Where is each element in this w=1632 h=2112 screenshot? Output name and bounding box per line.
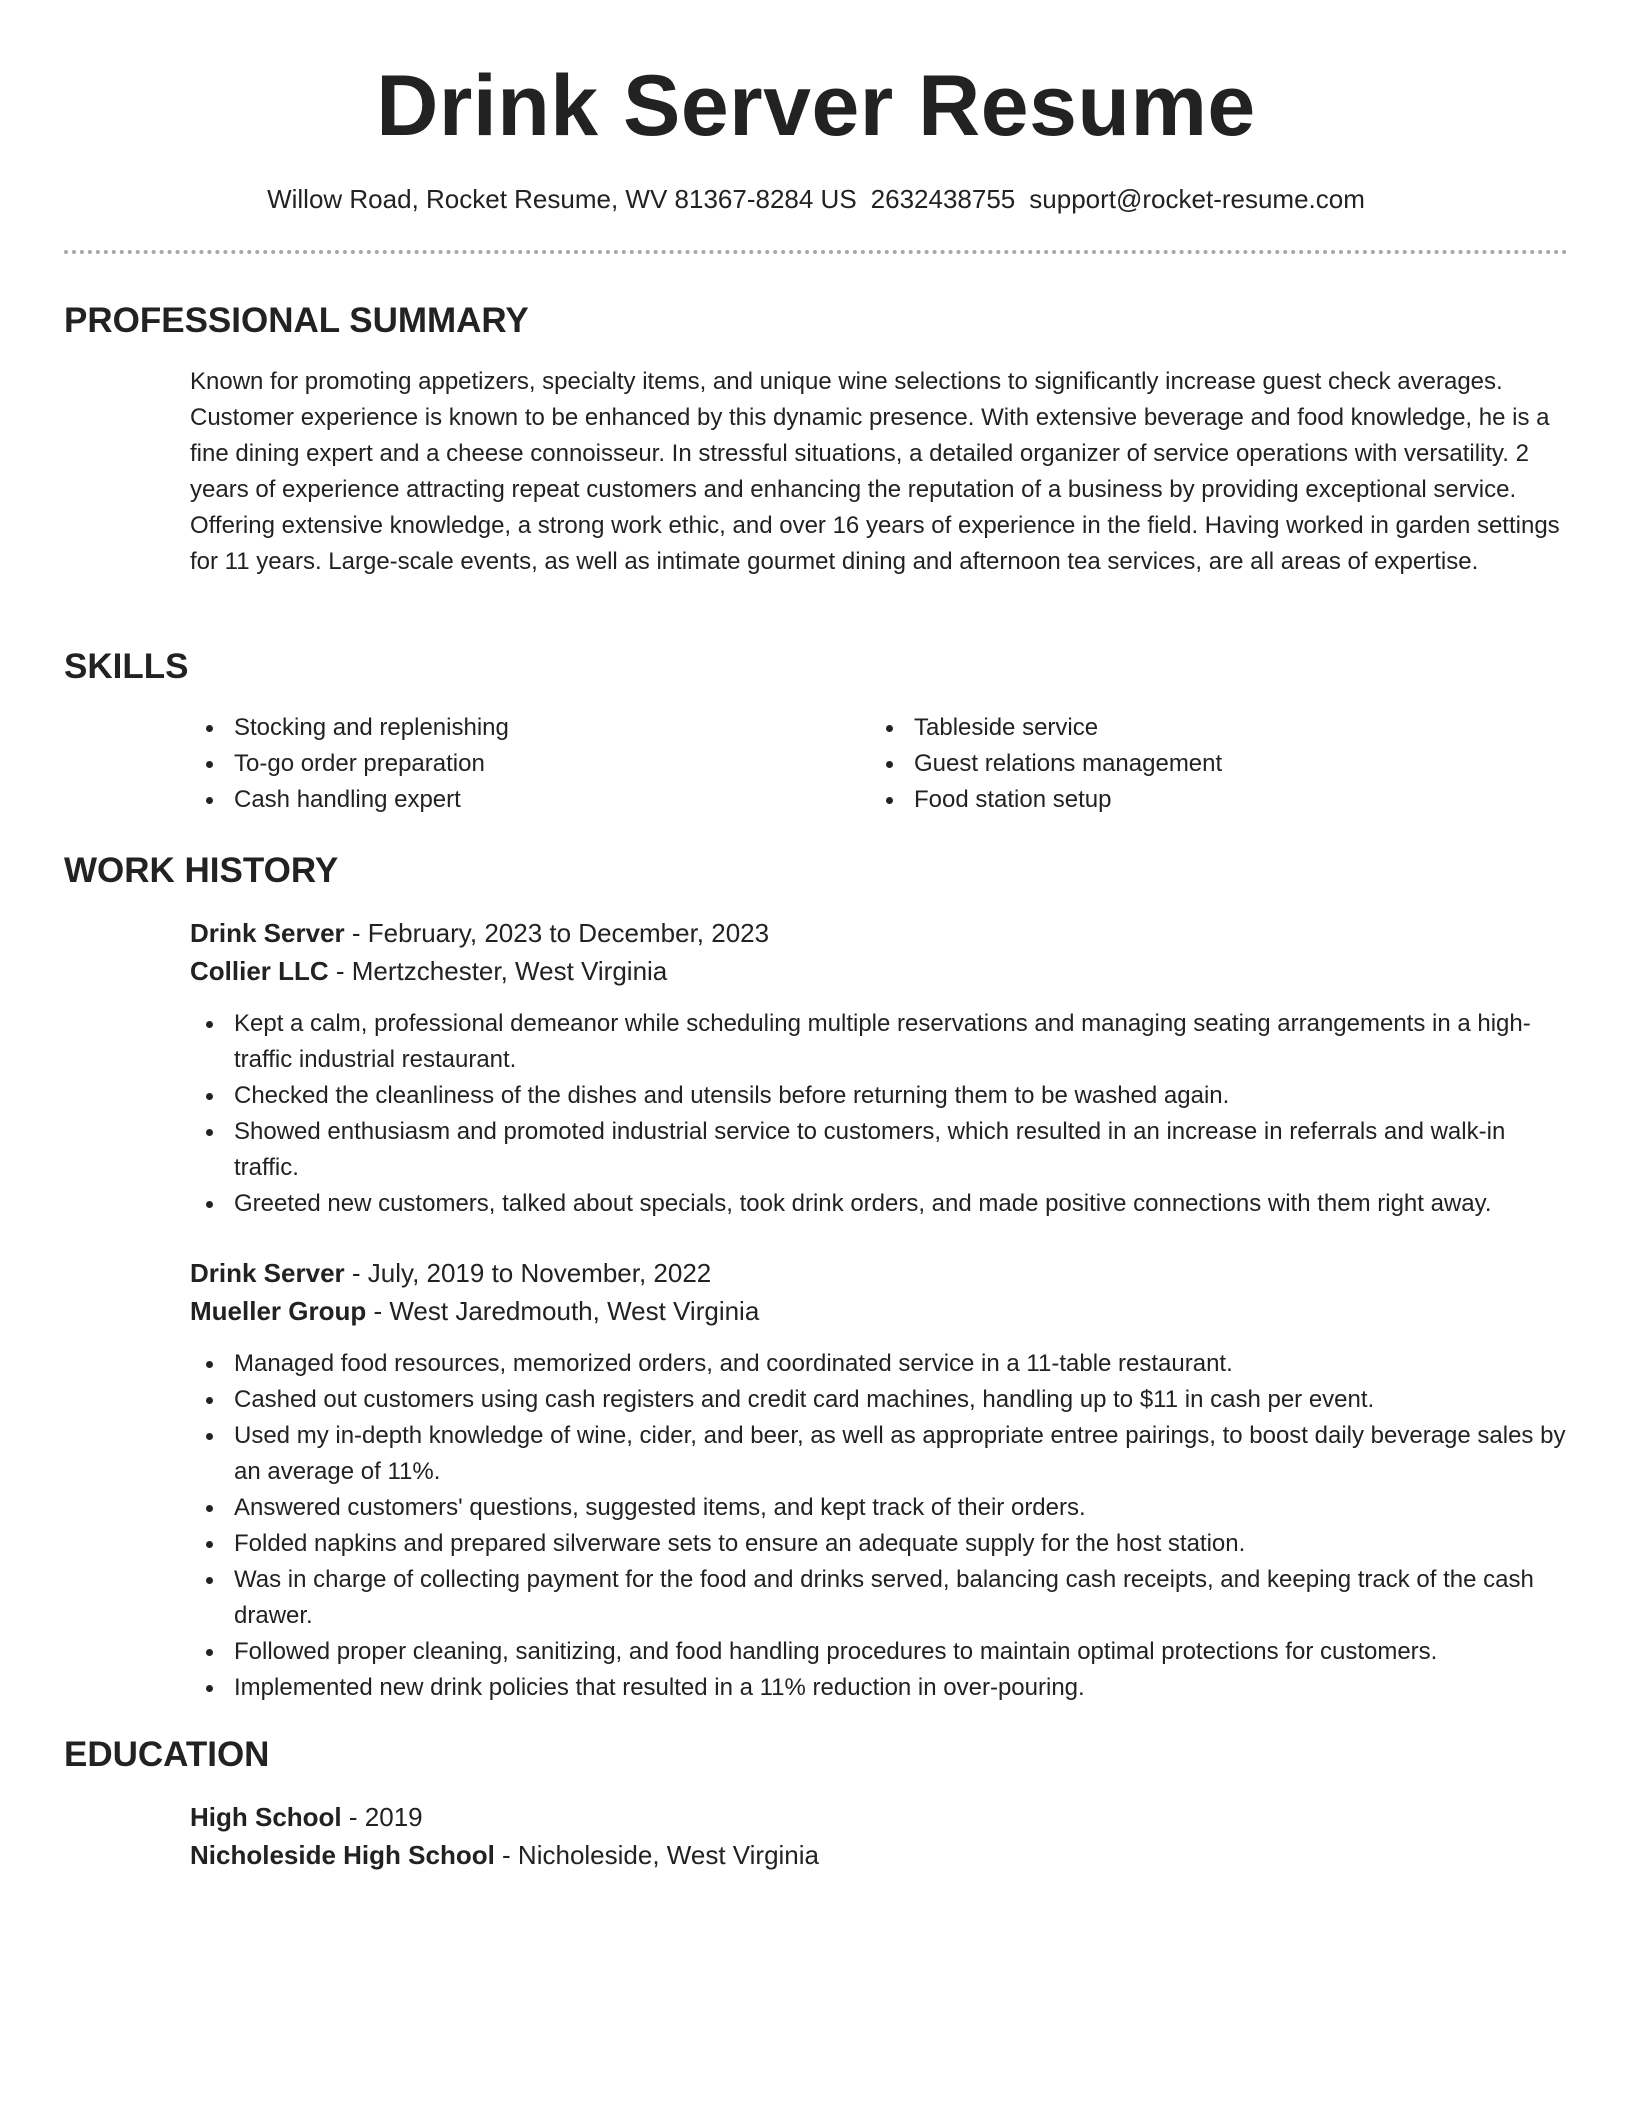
contact-phone: 2632438755 (870, 184, 1016, 214)
degree: High School (190, 1802, 342, 1832)
job-company: Collier LLC (190, 956, 329, 986)
contact-line (64, 182, 1568, 216)
skills-heading: SKILLS (64, 647, 189, 686)
resume-title: Drink Server Resume (376, 58, 1256, 154)
graduation-year: - 2019 (341, 1802, 423, 1832)
job-duty: Followed proper cleaning, sanitizing, and food handling procedures to maintain optimal protections for customers. (190, 1634, 1568, 1670)
job-duty: Checked the cleanliness of the dishes and utensils before returning them to be washed again. (190, 1078, 1568, 1114)
skill-item: Stocking and replenishing (190, 710, 870, 746)
job-duties (190, 1346, 1568, 1706)
skills-list-left (190, 710, 870, 818)
job-duty: Answered customers' questions, suggested items, and kept track of their orders. (190, 1490, 1568, 1526)
education-heading: EDUCATION (64, 1735, 270, 1774)
job-location: - West Jaredmouth, West Virginia (366, 1296, 760, 1326)
job-duty: Greeted new customers, talked about specials, took drink orders, and made positive connections with them right away. (190, 1186, 1568, 1222)
header-divider (64, 250, 1568, 254)
school-line (190, 1836, 1568, 1874)
job-company: Mueller Group (190, 1296, 367, 1326)
job-duty: Cashed out customers using cash registers and credit card machines, handling up to $11 in cash per event. (190, 1382, 1568, 1418)
job-duty: Showed enthusiasm and promoted industrial service to customers, which resulted in an increase in referrals and walk-in traffic. (190, 1114, 1568, 1186)
school-name: Nicholeside High School (190, 1840, 495, 1870)
job-entry (190, 914, 1568, 1222)
skill-item: Cash handling expert (190, 782, 870, 818)
job-dates: - February, 2023 to December, 2023 (344, 918, 770, 948)
job-company-line (190, 1292, 1568, 1330)
job-duty: Managed food resources, memorized orders, and coordinated service in a 11-table restaurant. (190, 1346, 1568, 1382)
job-dates: - July, 2019 to November, 2022 (344, 1258, 712, 1288)
job-duty: Folded napkins and prepared silverware sets to ensure an adequate supply for the host station. (190, 1526, 1568, 1562)
job-title: Drink Server (190, 1258, 345, 1288)
summary-heading: PROFESSIONAL SUMMARY (64, 301, 529, 340)
skill-item: Food station setup (870, 782, 1550, 818)
job-company-line (190, 952, 1568, 990)
job-location: - Mertzchester, West Virginia (328, 956, 668, 986)
job-duties (190, 1006, 1568, 1222)
job-title-line (190, 914, 1568, 952)
job-title: Drink Server (190, 918, 345, 948)
education-entry (190, 1798, 1568, 1874)
summary-text: Known for promoting appetizers, specialty items, and unique wine selections to significantly increase guest check averages. Customer experience is known to be enhanced by this dynamic presence. With extensive beverage and food knowledge, he is a fine dining expert and a cheese connoisseur. In stressful situations, a detailed organizer of service operations with versatility. 2 years of experience attracting repeat customers and enhancing the reputation of a business by providing exceptional service. Offering extensive knowledge, a strong work ethic, and over 16 years of experience in the field. Having worked in garden settings for 11 years. Large-scale events, as well as intimate gourmet dining and afternoon tea services, are all areas of expertise. (190, 368, 1560, 575)
job-duty: Used my in-depth knowledge of wine, cider, and beer, as well as appropriate entree pairings, to boost daily beverage sales by an average of 11%. (190, 1418, 1568, 1490)
skill-item: To-go order preparation (190, 746, 870, 782)
contact-email: support@rocket-resume.com (1029, 184, 1365, 214)
contact-address: Willow Road, Rocket Resume, WV 81367-8284 US (267, 184, 857, 214)
job-duty: Implemented new drink policies that resulted in a 11% reduction in over-pouring. (190, 1670, 1568, 1706)
skills-list-right (870, 710, 1550, 818)
school-location: - Nicholeside, West Virginia (494, 1840, 820, 1870)
skill-item: Guest relations management (870, 746, 1550, 782)
job-title-line (190, 1254, 1568, 1292)
job-entry (190, 1254, 1568, 1706)
degree-line (190, 1798, 1568, 1836)
work-heading: WORK HISTORY (64, 851, 339, 890)
skill-item: Tableside service (870, 710, 1550, 746)
job-duty: Kept a calm, professional demeanor while scheduling multiple reservations and managing seating arrangements in a high-traffic industrial restaurant. (190, 1006, 1568, 1078)
job-duty: Was in charge of collecting payment for the food and drinks served, balancing cash receipts, and keeping track of the cash drawer. (190, 1562, 1568, 1634)
